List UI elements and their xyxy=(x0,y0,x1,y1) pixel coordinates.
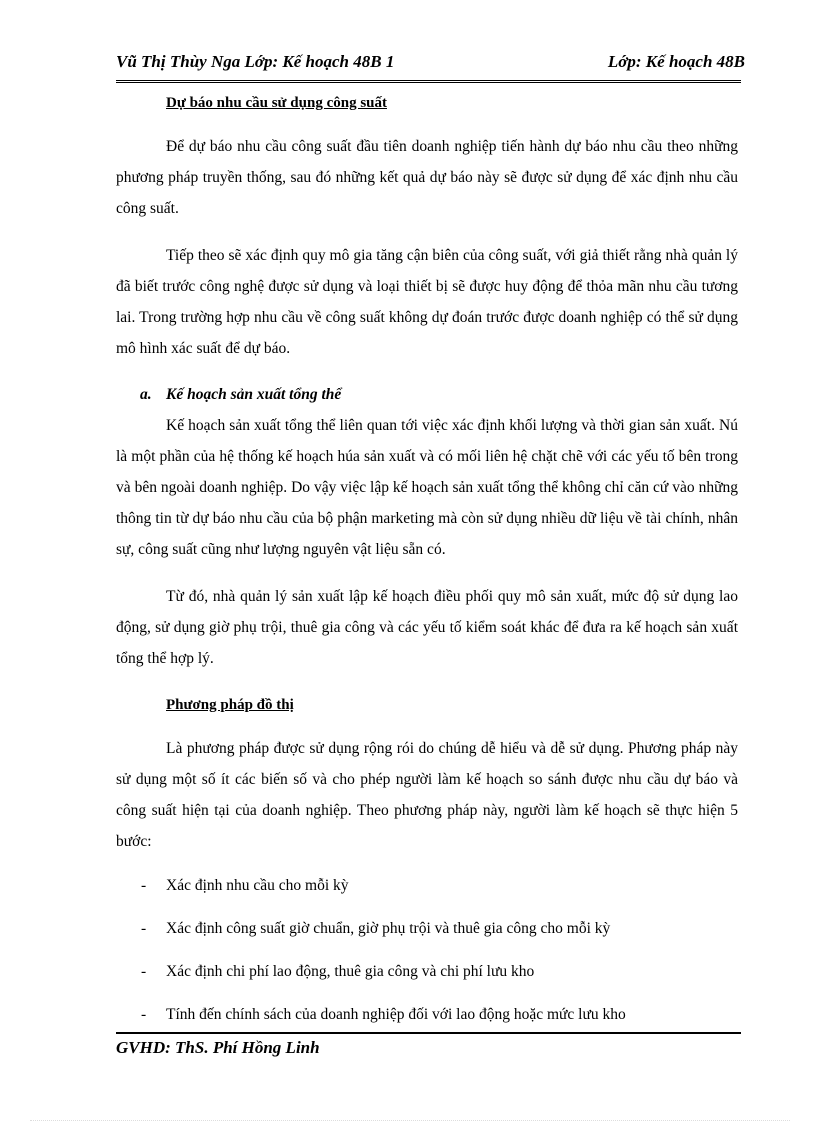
paragraph: Từ đó, nhà quản lý sản xuất lập kế hoạch điều phối quy mô sản xuất, mức độ sử dụng lao động, sử dụng giờ phụ trội, thuê gia công và các yếu tố kiểm soát khác để đưa ra kế hoạch sản xuất tổng thể hợp lý. xyxy=(116,588,738,667)
bullet-dash: - xyxy=(141,877,147,894)
page-edge-divider xyxy=(30,1120,790,1121)
section-title-graph-method: Phương pháp đồ thị xyxy=(166,697,294,713)
paragraph: Để dự báo nhu cầu công suất đầu tiên doanh nghiệp tiến hành dự báo nhu cầu theo những phương pháp truyền thống, sau đó những kết quả dự báo này sẽ được sử dụng để xác định nhu cầu công suất. xyxy=(116,138,738,217)
section-heading-text: Kế hoạch sản xuất tổng thể xyxy=(166,386,342,403)
page-header xyxy=(116,44,745,83)
bullet-dash: - xyxy=(141,963,147,980)
document-body xyxy=(116,88,738,1042)
footer-divider xyxy=(116,1032,741,1034)
steps-list xyxy=(116,870,738,1030)
paragraph: Là phương pháp được sử dụng rộng rói do chúng dễ hiểu và dễ sử dụng. Phương pháp này sử dụng một số ít các biến số và cho phép người làm kế hoạch so sánh được nhu cầu dự báo và công suất hiện tại của doanh nghiệp. Theo phương pháp này, người làm kế hoạch sẽ thực hiện 5 bước: xyxy=(116,740,738,850)
page-footer: GVHD: ThS. Phí Hồng Linh xyxy=(116,1038,320,1057)
section-letter: a. xyxy=(140,386,152,403)
bullet-dash: - xyxy=(141,1006,147,1023)
paragraph: Tiếp theo sẽ xác định quy mô gia tăng cận biên của công suất, với giả thiết rằng nhà quản lý đã biết trước công nghệ được sử dụng và loại thiết bị sẽ được huy động để thỏa mãn nhu cầu tương lai. Trong trường hợp nhu cầu về công suất không dự đoán trước được doanh nghiệp có thể sử dụng mô hình xác suất để dự báo. xyxy=(116,247,738,357)
section-title-demand-forecast: Dự báo nhu cầu sử dụng công suất xyxy=(166,95,387,111)
section-heading-aggregate-plan xyxy=(140,380,738,410)
list-item: - Xác định chi phí lao động, thuê gia công và chi phí lưu kho xyxy=(116,956,738,987)
list-item: - Xác định nhu cầu cho mỗi kỳ xyxy=(116,870,738,901)
header-class: Lớp: Kế hoạch 48B xyxy=(607,52,745,71)
list-item: - Xác định công suất giờ chuẩn, giờ phụ trội và thuê gia công cho mỗi kỳ xyxy=(116,913,738,944)
paragraph: Kế hoạch sản xuất tổng thể liên quan tới việc xác định khối lượng và thời gian sản xuất. Nú là một phần của hệ thống kế hoạch húa sản xuất và có mối liên hệ chặt chẽ với các yếu tố bên trong và bên ngoài doanh nghiệp. Do vậy việc lập kế hoạch sản xuất tổng thể không chỉ căn cứ vào những thông tin từ dự báo nhu cầu của bộ phận marketing mà còn sử dụng nhiều dữ liệu về tài chính, nhân sự, công suất cũng như lượng nguyên vật liệu sẵn có. xyxy=(116,417,738,558)
header-author-class: Vũ Thị Thùy Nga Lớp: Kế hoạch 48B 1 xyxy=(116,52,395,71)
bullet-dash: - xyxy=(141,920,147,937)
list-item: - Tính đến chính sách của doanh nghiệp đối với lao động hoặc mức lưu kho xyxy=(116,999,738,1030)
